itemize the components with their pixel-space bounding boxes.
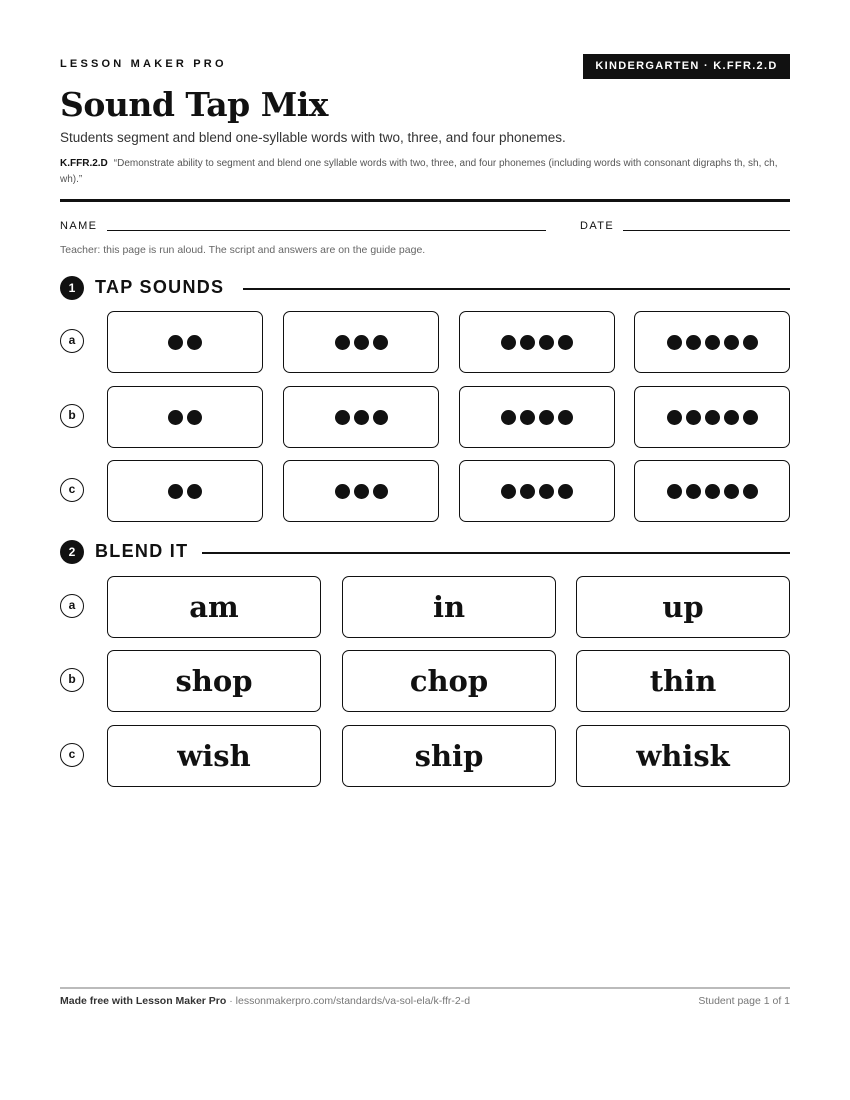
word-card[interactable] (107, 650, 321, 712)
section-title: TAP SOUNDS (95, 277, 225, 297)
sound-dot (373, 484, 388, 499)
word-text: am (189, 590, 239, 624)
grade-standard-badge: KINDERGARTEN · K.FFR.2.D (583, 54, 790, 79)
sound-dot (686, 410, 701, 425)
section-rule (202, 552, 790, 554)
word-card[interactable] (342, 576, 556, 638)
sound-dot (354, 410, 369, 425)
sound-dot (539, 410, 554, 425)
sound-dot (354, 484, 369, 499)
word-card[interactable] (342, 650, 556, 712)
row-letter-badge: c (60, 478, 84, 502)
sound-dot-box[interactable] (283, 386, 439, 448)
blend-it-row (60, 650, 790, 712)
footer-made-with: Made free with Lesson Maker Pro (60, 995, 227, 1007)
sound-dot (501, 335, 516, 350)
sound-dot (539, 335, 554, 350)
name-field[interactable] (107, 230, 546, 231)
footer-credit (60, 995, 470, 1007)
footer-url[interactable]: lessonmakerpro.com/standards/va-sol-ela/k-ffr-2-d (235, 995, 471, 1007)
sound-dot (335, 410, 350, 425)
footer-divider (60, 987, 790, 989)
sound-dot-box[interactable] (459, 311, 615, 373)
word-card[interactable] (576, 725, 790, 787)
footer-separator: · (226, 995, 236, 1007)
sound-dot (168, 484, 183, 499)
sound-dot (667, 410, 682, 425)
word-text: thin (649, 664, 717, 698)
sound-dot (373, 410, 388, 425)
footer-page-number: Student page 1 of 1 (698, 995, 790, 1007)
sound-dot-box[interactable] (459, 460, 615, 522)
page-title: Sound Tap Mix (60, 85, 328, 124)
sound-dot (335, 484, 350, 499)
row-letter-badge: b (60, 404, 84, 428)
sound-dot (187, 410, 202, 425)
section-tap-sounds-header (60, 276, 790, 300)
standard-code: K.FFR.2.D (60, 158, 108, 169)
sound-dot (187, 484, 202, 499)
blend-it-row (60, 725, 790, 787)
sound-dot (354, 335, 369, 350)
section-number-badge: 2 (60, 540, 84, 564)
sound-dot (168, 410, 183, 425)
section-blend-it-header (60, 540, 790, 564)
row-letter-badge: c (60, 743, 84, 767)
word-text: chop (409, 664, 489, 698)
section-title: BLEND IT (95, 541, 189, 561)
word-text: wish (177, 739, 251, 773)
sound-dot (686, 484, 701, 499)
tap-sounds-row (60, 311, 790, 373)
sound-dot-box[interactable] (107, 386, 263, 448)
row-letter-badge: b (60, 668, 84, 692)
sound-dot-box[interactable] (634, 460, 790, 522)
sound-dot (724, 335, 739, 350)
standard-text: “Demonstrate ability to segment and blend one syllable words with two, three, and four phonemes (including words with consonant digraphs th, sh, ch, wh).” (60, 158, 778, 185)
sound-dot (743, 410, 758, 425)
sound-dot (705, 410, 720, 425)
sound-dot-box[interactable] (459, 386, 615, 448)
sound-dot (686, 335, 701, 350)
sound-dot-box[interactable] (634, 311, 790, 373)
sound-dot (667, 335, 682, 350)
sound-dot (501, 410, 516, 425)
word-text: up (662, 590, 704, 624)
tap-sounds-row (60, 386, 790, 448)
name-label: NAME (60, 220, 98, 232)
section-rule (243, 288, 790, 290)
word-text: whisk (636, 739, 730, 773)
sound-dot (520, 484, 535, 499)
sound-dot-box[interactable] (283, 460, 439, 522)
sound-dot (335, 335, 350, 350)
word-card[interactable] (107, 725, 321, 787)
word-card[interactable] (342, 725, 556, 787)
word-card[interactable] (107, 576, 321, 638)
standard-description (60, 156, 790, 188)
word-card[interactable] (576, 650, 790, 712)
sound-dot (501, 484, 516, 499)
sound-dot (667, 484, 682, 499)
word-card[interactable] (576, 576, 790, 638)
sound-dot (743, 484, 758, 499)
sound-dot (520, 335, 535, 350)
blend-it-row (60, 576, 790, 638)
word-text: ship (414, 739, 484, 773)
brand-name: LESSON MAKER PRO (60, 58, 227, 70)
sound-dot (168, 335, 183, 350)
section-number-badge: 1 (60, 276, 84, 300)
row-letter-badge: a (60, 329, 84, 353)
worksheet-page (60, 0, 790, 1100)
sound-dot (724, 484, 739, 499)
sound-dot (743, 335, 758, 350)
sound-dot-box[interactable] (107, 460, 263, 522)
sound-dot-box[interactable] (283, 311, 439, 373)
date-label: DATE (580, 220, 615, 232)
page-subtitle: Students segment and blend one-syllable words with two, three, and four phonemes. (60, 130, 566, 145)
sound-dot (724, 410, 739, 425)
word-text: in (432, 590, 466, 624)
sound-dot (520, 410, 535, 425)
sound-dot (705, 335, 720, 350)
sound-dot (558, 410, 573, 425)
sound-dot (373, 335, 388, 350)
date-field[interactable] (623, 230, 790, 231)
word-text: shop (175, 664, 253, 698)
sound-dot (187, 335, 202, 350)
tap-sounds-row (60, 460, 790, 522)
sound-dot (705, 484, 720, 499)
sound-dot-box[interactable] (107, 311, 263, 373)
teacher-note: Teacher: this page is run aloud. The script and answers are on the guide page. (60, 244, 426, 256)
row-letter-badge: a (60, 594, 84, 618)
sound-dot (539, 484, 554, 499)
sound-dot (558, 335, 573, 350)
header-divider (60, 199, 790, 202)
sound-dot (558, 484, 573, 499)
sound-dot-box[interactable] (634, 386, 790, 448)
